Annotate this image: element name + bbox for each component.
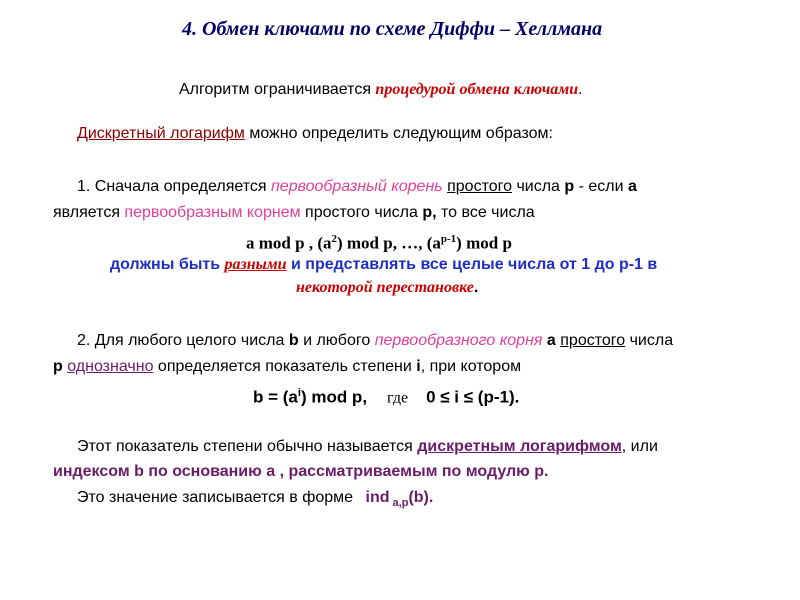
var-p: p [53,358,63,375]
formula-index [253,383,519,409]
item1-text: . [473,279,479,296]
item3-text: , или [621,438,658,455]
item2-line2 [53,357,521,377]
intro-highlight: процедурой обмена ключами [375,81,579,98]
item3-line1 [77,437,658,457]
item1-text: простого числа [300,204,423,221]
formula-where: где [387,389,409,407]
formula-part: ) mod p, [300,387,368,407]
item2-text: определяется показатель степени [153,358,417,375]
item1-text: и представлять все целые числа от 1 до p-1 в [286,256,658,273]
primitive-root-term: первообразного корня [374,332,543,349]
item3-line2: индексом b по основанию a , рассматриваемым по модулю p. [53,463,549,480]
var-p: p, [422,204,437,221]
item3-text: Это значение записывается в форме [77,489,358,506]
formula-part: b = (a [253,387,298,407]
var-b: b [288,332,299,349]
item3-text: Этот показатель степени обычно называется [77,438,418,455]
item1-text: то все числа [436,204,535,221]
item1-text: числа [512,178,565,195]
item1-text: является [53,204,125,221]
permutation-term: некоторой перестановке [296,279,474,296]
item1-text: - если [574,178,629,195]
formula-part: ) mod p [456,233,512,253]
definition-line [77,124,553,144]
definition-text: можно определить следующим образом: [244,125,553,142]
item3-line3 [77,488,433,513]
var-p: p [564,178,575,195]
item2-line1 [77,331,673,351]
formula-powers [246,229,512,254]
prime-term: простого [560,332,626,349]
item2-text: , при котором [420,358,522,375]
formula-sup: i [297,387,301,399]
item1-text: должны быть [110,256,225,273]
item2-text: 2. Для любого целого числа [77,332,289,349]
var-a: a [546,332,556,349]
formula-part: 0 ≤ i ≤ (p-1). [426,387,520,407]
item2-text: и любого [298,332,375,349]
intro-end: . [578,81,583,98]
formula-sup: p-1 [440,233,457,245]
page-title: 4. Обмен ключами по схеме Диффи – Хеллмана [182,18,603,40]
item1-line4 [110,255,657,275]
intro-text: Алгоритм ограничивается [179,81,376,98]
definition-term: Дискретный логарифм [77,125,245,142]
item1-line2 [53,203,535,223]
formula-part: ) mod p, …, (a [336,233,441,253]
var-i: i [416,358,421,375]
var-a: a [628,178,637,195]
primitive-root-term: первообразный корень [270,178,443,195]
formula-part: a mod p , (a [246,233,332,253]
distinct-term: разными [224,256,287,273]
uniquely-term: однозначно [67,358,154,375]
discrete-log-term: дискретным логарифмом [417,438,622,455]
ind-notation: ind [365,489,390,506]
prime-term: простого [447,178,512,195]
formula-sup: 2 [331,233,337,245]
item2-text: числа [625,332,674,349]
item1-line5 [296,278,478,298]
primitive-root-term: первообразным корнем [124,204,301,221]
intro-line [179,80,583,100]
ind-argument: (b). [408,489,434,506]
ind-subscript: a,p [389,497,409,510]
item1-text: 1. Сначала определяется [77,178,271,195]
item1-line1 [77,177,637,197]
